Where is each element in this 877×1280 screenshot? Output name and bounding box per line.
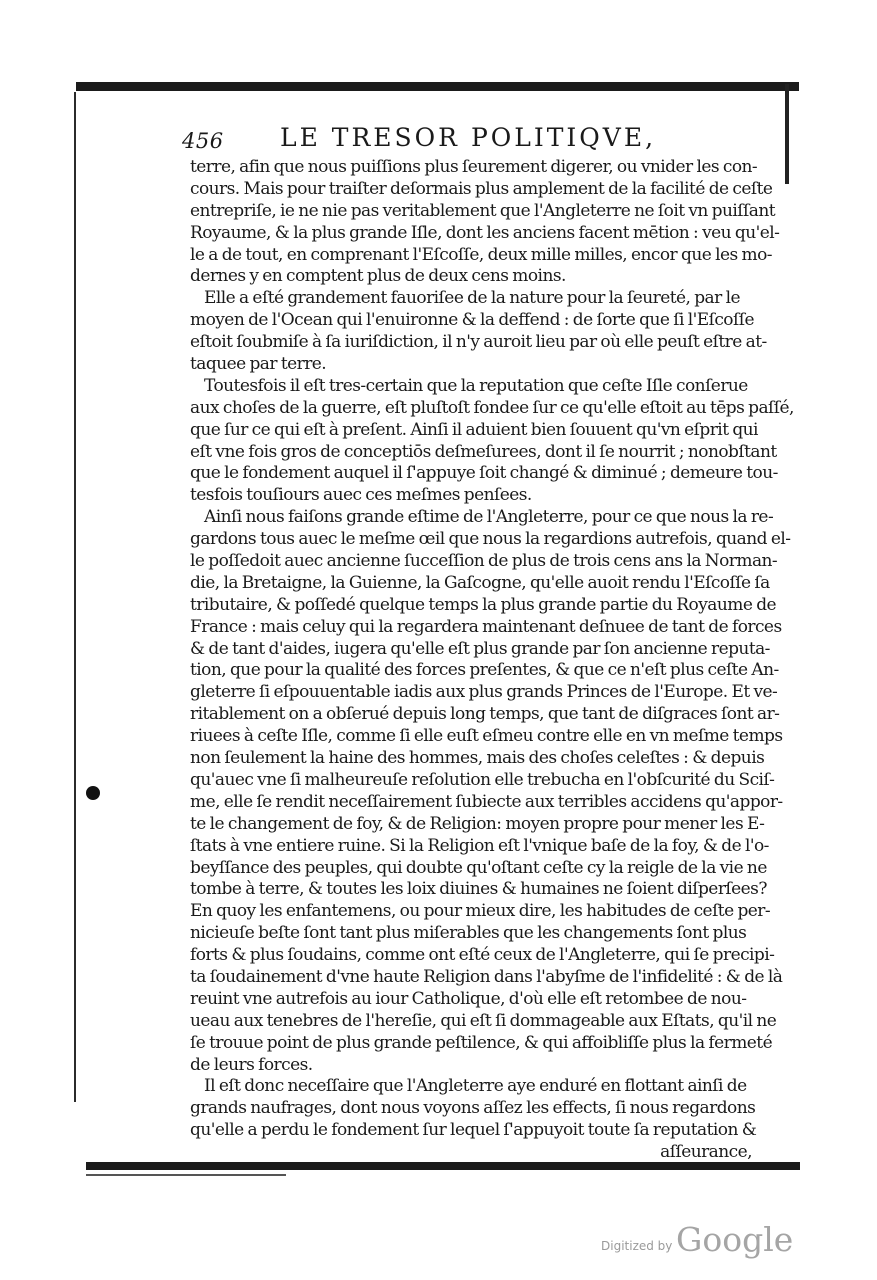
text-line: entrepriſe, ie ne nie pas veritablement que l'Angleterre ne ſoit vn puiſſant xyxy=(190,200,776,221)
left-edge-shadow xyxy=(74,92,76,1102)
text-line: me, elle ſe rendit neceſſairement ſubiecte aux terribles accidens qu'appor- xyxy=(190,791,783,812)
text-line: dernes y en comptent plus de deux cens moins. xyxy=(190,266,566,287)
text-line: & de tant d'aides, iugera qu'elle eſt plus grande par ſon ancienne reputa- xyxy=(190,638,770,659)
text-line: ta ſoudainement d'vne haute Religion dans l'abyſme de l'infidelité : & de là xyxy=(190,966,783,987)
text-line: aux choſes de la guerre, eſt pluſtoſt fondee ſur ce qu'elle eſtoit au tēps paſſé, xyxy=(190,397,794,418)
text-line: die, la Bretaigne, la Guienne, la Gaſcogne, qu'elle auoit rendu l'Eſcoſſe ſa xyxy=(190,572,770,593)
text-line: que ſur ce qui eſt à preſent. Ainſi il aduient bien ſouuent qu'vn eſprit qui xyxy=(190,419,758,440)
text-line: tombe à terre, & toutes les loix diuines & humaines ne ſoient diſperſees? xyxy=(190,879,767,900)
text-line: non ſeulement la haine des hommes, mais des choſes celeſtes : & depuis xyxy=(190,748,765,769)
text-line: qu'elle a perdu le fondement ſur lequel ſ'appuyoit toute ſa reputation & xyxy=(190,1120,757,1141)
text-line: forts & plus ſoudains, comme ont eſté ceux de l'Angleterre, qui ſe precipi- xyxy=(190,945,775,966)
text-line: terre, afin que nous puiſſions plus ſeurement digerer, ou vnider les con- xyxy=(190,157,758,177)
page-number: 456 xyxy=(182,129,224,153)
text-line: aſſeurance, xyxy=(660,1142,752,1163)
text-line: moyen de l'Ocean qui l'enuironne & la deffend : de ſorte que ſi l'Eſcoſſe xyxy=(190,310,754,331)
bottom-edge-line xyxy=(86,1174,286,1176)
text-line: gleterre ſi eſpouuentable iadis aux plus grands Princes de l'Europe. Et ve- xyxy=(190,682,778,703)
text-line: ſe trouue point de plus grande peſtilence, & qui affoibliſſe plus la fermeté xyxy=(190,1032,773,1053)
text-line: ritablement on a obſerué depuis long temps, que tant de diſgraces ſont ar- xyxy=(190,704,780,725)
text-line: te le changement de foy, & de Religion: moyen propre pour mener les E- xyxy=(190,813,765,834)
text-line: eſt vne fois gros de conceptiōs deſmeſurees, dont il ſe nourrit ; nonobſtant xyxy=(190,441,777,462)
text-line: riuees à ceſte Iſle, comme ſi elle euſt eſmeu contre elle en vn meſme temps xyxy=(190,726,783,747)
text-line: ueau aux tenebres de l'hereſie, qui eſt ſi dommageable aux Eſtats, qu'il ne xyxy=(190,1010,777,1031)
text-line: reuint vne autrefois au iour Catholique, d'où elle eſt retombee de nou- xyxy=(190,988,747,1009)
text-line: le a de tout, en comprenant l'Eſcoſſe, deux mille milles, encor que les mo- xyxy=(190,244,772,265)
text-line: tesfois touſiours auec ces meſmes penſees. xyxy=(190,485,532,506)
text-line: Il eſt donc neceſſaire que l'Angleterre aye enduré en flottant ainſi de xyxy=(204,1076,747,1097)
text-line: France : mais celuy qui la regardera maintenant deſnuee de tant de forces xyxy=(190,616,782,637)
text-line: taquee par terre. xyxy=(190,354,327,375)
text-line: cours. Mais pour traiſter deſormais plus amplement de la facilité de ceſte xyxy=(190,178,773,199)
text-line: Elle a eſté grandement fauoriſee de la nature pour la ſeureté, par le xyxy=(204,288,740,309)
text-line: beyſſance des peuples, qui doubte qu'oſtant ceſte cy la reigle de la vie ne xyxy=(190,857,767,878)
text-line: grands naufrages, dont nous voyons aſſez les effects, ſi nous regardons xyxy=(190,1098,756,1119)
text-line: Toutesfois il eſt tres-certain que la reputation que ceſte Iſle conſerue xyxy=(204,375,748,396)
google-logo: Google xyxy=(676,1220,794,1259)
text-line: Royaume, & la plus grande Iſle, dont les anciens facent mētion : veu qu'el- xyxy=(190,222,780,243)
text-line: qu'auec vne ſi malheureuſe reſolution elle trebucha en l'obſcurité du Sciſ- xyxy=(190,769,775,790)
text-line: En quoy les enfantemens, ou pour mieux dire, les habitudes de ceſte per- xyxy=(190,901,771,922)
text-line: Ainſi nous faiſons grande eſtime de l'Angleterre, pour ce que nous la re- xyxy=(204,507,774,528)
text-line: tributaire, & poſſedé quelque temps la plus grande partie du Royaume de xyxy=(190,594,777,615)
text-line: nicieuſe beſte ſont tant plus miſerables que les changements ſont plus xyxy=(190,923,747,944)
digitized-by-label: Digitized by xyxy=(601,1239,673,1253)
right-edge-shadow xyxy=(785,84,789,184)
text-line: le poſſedoit auec ancienne ſucceſſion de plus de trois cens ans la Norman- xyxy=(190,551,778,572)
text-line: tion, que pour la qualité des forces preſentes, & que ce n'eſt plus ceſte An- xyxy=(190,660,779,681)
body-text xyxy=(190,157,794,1164)
text-line: de leurs forces. xyxy=(190,1054,313,1075)
text-line: que le fondement auquel il ſ'appuye ſoit changé & diminué ; demeure tou- xyxy=(190,463,778,484)
top-edge-shadow xyxy=(76,82,799,91)
running-title: LE TRESOR POLITIQVE, xyxy=(280,123,657,152)
ink-blot xyxy=(86,786,100,800)
text-line: eſtoit ſoubmiſe à ſa iuriſdiction, il n'y auroit lieu par où elle peuſt eſtre at- xyxy=(190,332,767,353)
text-line: gardons tous auec le meſme œil que nous la regardions autrefois, quand el- xyxy=(190,529,791,550)
text-line: ſtats à vne entiere ruine. Si la Religion eſt l'vnique baſe de la foy, & de l'o- xyxy=(190,835,769,856)
